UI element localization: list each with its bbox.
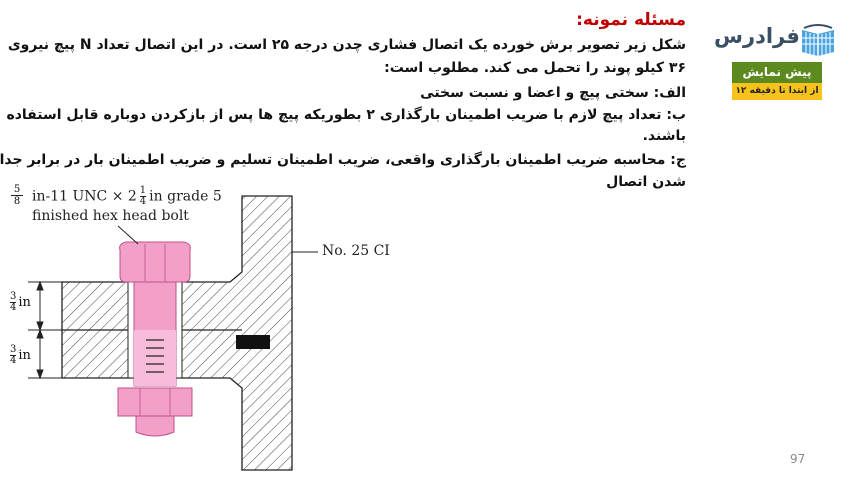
problem-line: شدن اتصال — [606, 174, 686, 190]
problem-line: الف: سختی پیچ و اعضا و نسبت سختی — [420, 85, 686, 101]
dimension-denominator: 4 — [10, 355, 17, 366]
length-fraction-numerator: 1 — [139, 185, 147, 196]
problem-line: ب: تعداد پیچ لازم با ضریب اطمینان بارگذاری ۲ بطوریکه پیچ ها پس از بازکردن دوباره قابل استفاده — [6, 107, 686, 123]
dimension-unit: in — [18, 348, 31, 363]
bolt-spec-line2: finished hex head bolt — [32, 208, 189, 224]
preview-badge-label: پیش نمایش — [732, 62, 822, 83]
problem-line: ج: محاسبه ضریب اطمینان بارگذاری واقعی، ضریب اطمینان تسلیم و ضریب اطمینان بار در برابر جدا — [0, 152, 686, 168]
logo-text: فرادرس — [714, 24, 800, 48]
dimension-unit: in — [18, 295, 31, 310]
problem-line: شکل زیر تصویر برش خورده یک اتصال فشاری چدن درجه ۲۵ است. در این اتصال تعداد N پیچ نیروی — [7, 37, 686, 53]
dimension-denominator: 4 — [10, 302, 17, 313]
material-label: No. 25 CI — [322, 243, 390, 259]
problem-line: باشند. — [642, 128, 686, 144]
problem-title: مسئله نمونه: — [576, 10, 686, 30]
fraction-numerator: 5 — [13, 184, 21, 195]
page-number: 97 — [790, 452, 806, 466]
length-fraction-denominator: 4 — [139, 196, 147, 207]
bolt-spec-grade: in grade 5 — [149, 188, 222, 205]
bolt-size-fraction — [6, 184, 28, 207]
nut — [118, 388, 192, 416]
dimension-label-top — [10, 292, 31, 313]
dimension-lines — [28, 282, 62, 378]
slot-mark — [236, 335, 270, 349]
dimension-label-bottom — [10, 345, 31, 366]
dimension-numerator: 3 — [10, 344, 17, 355]
bolt-spec-line1 — [32, 186, 222, 207]
bolt-head — [120, 242, 191, 282]
bolt-spec-thread: in-11 UNC × 2 — [32, 188, 137, 205]
fraction-denominator: 8 — [13, 196, 21, 207]
preview-badge-sublabel: از ابتدا تا دقیقه ۱۲ — [732, 83, 822, 100]
dimension-numerator: 3 — [10, 291, 17, 302]
problem-line: ۳۶ کیلو پوند را تحمل می کند. مطلوب است: — [384, 60, 686, 76]
